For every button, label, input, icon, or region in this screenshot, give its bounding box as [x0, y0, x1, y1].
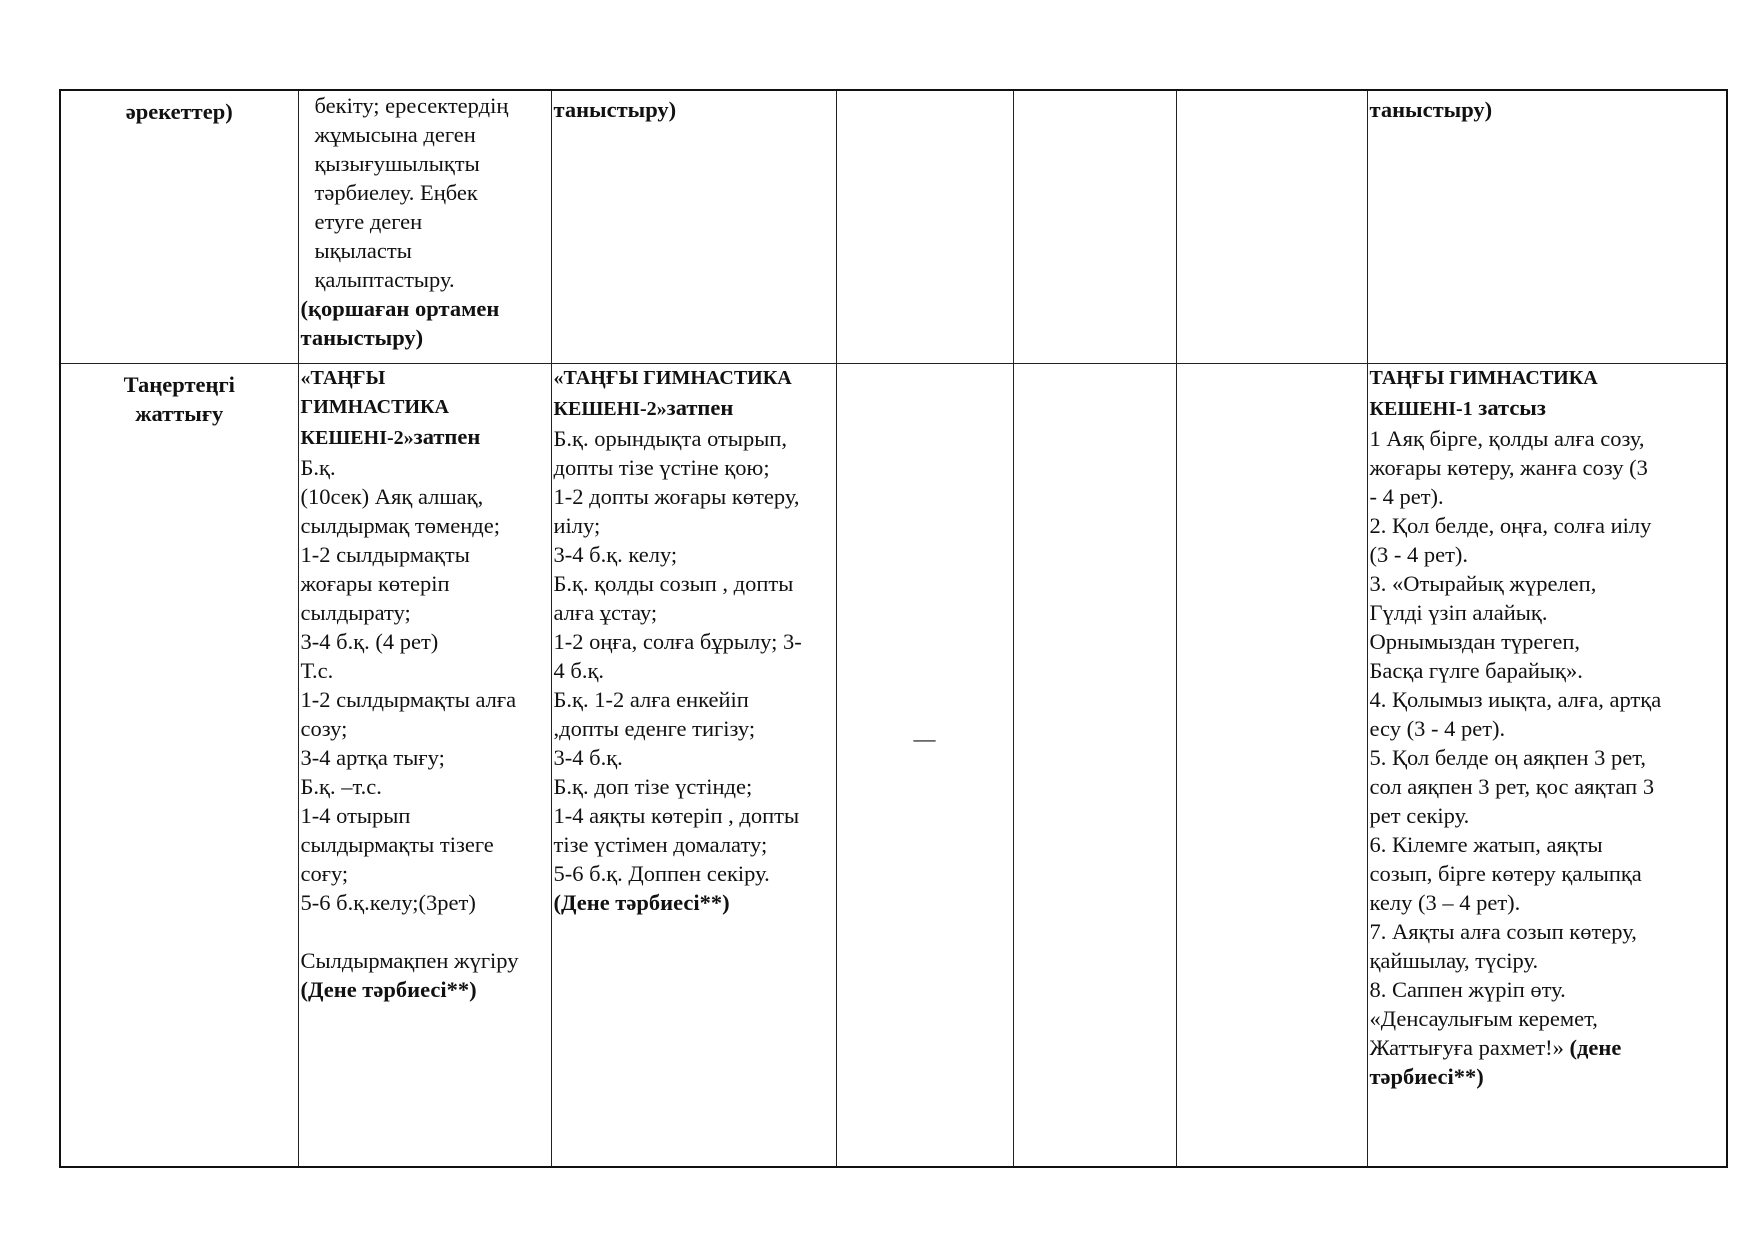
friday-cell — [1176, 90, 1367, 364]
monday-cell — [298, 364, 551, 1168]
thursday-cell — [1013, 364, 1176, 1168]
subject-tag: (Дене тәрбиесі**) — [300, 977, 477, 1002]
extra-day-cell — [1367, 90, 1727, 364]
row-label-line1: Таңертеңгі — [123, 372, 235, 397]
row-label: әрекеттер) — [125, 99, 233, 124]
subject-tag-start: (дене — [1563, 1035, 1622, 1060]
row-label-line2: жаттығу — [135, 401, 224, 426]
exercise-text: Б.қ. орындықта отырып, допты тізе үстіне қою; 1-2 допты жоғары көтеру, иілу; 3-4 б.қ. келу; Б.қ. қолды созып , допты алға ұстау; 1-2 оңға, солға бұрылу; 3- 4 б.қ. Б.қ. 1-2 алға енкейіп ,допты еденге тигізу; 3-4 б.қ. Б.қ. доп тізе үстінде; 1-4 аяқты көтеріп , допты тізе үстімен домалату; 5-6 б.қ. Доппен секіру. — [553, 426, 802, 886]
table-row — [60, 364, 1727, 1168]
exercise-title: «ТАҢҒЫ ГИМНАСТИКА КЕШЕНІ-2»затпен — [300, 367, 481, 449]
tuesday-cell — [551, 90, 836, 364]
empty-dash: — — [913, 726, 936, 751]
exercise-text: Б.қ. (10сек) Аяқ алшақ, сылдырмақ төменде; 1-2 сылдырмақты жоғары көтеріп сылдырату; 3-4 б.қ. (4 рет) Т.с. 1-2 сылдырмақты алға созу; 3-4 артқа тығу; Б.қ. –т.с. 1-4 отырып сылдырмақты тізеге соғу; 5-6 б.қ.келу;(3рет) Сылдырмақпен жүгіру — [300, 455, 519, 973]
subject-tag: таныстыру) — [1369, 97, 1493, 122]
wednesday-cell — [836, 364, 1013, 1168]
subject-tag-end: тәрбиесі**) — [1369, 1064, 1484, 1089]
exercise-title: «ТАҢҒЫ ГИМНАСТИКА КЕШЕНІ-2»затпен — [553, 367, 792, 420]
wednesday-cell — [836, 90, 1013, 364]
table-row — [60, 90, 1727, 364]
cell-text: бекіту; ересектердің жұмысына деген қызығушылықты тәрбиелеу. Еңбек етуге деген ықыласты қалыптастыру. — [314, 93, 509, 292]
extra-day-cell — [1367, 364, 1727, 1168]
row-label-cell — [60, 364, 298, 1168]
row-label-cell — [60, 90, 298, 364]
subject-tag: таныстыру) — [553, 97, 677, 122]
thursday-cell — [1013, 90, 1176, 364]
weekly-plan-table — [59, 89, 1728, 1168]
tuesday-cell — [551, 364, 836, 1168]
friday-cell — [1176, 364, 1367, 1168]
exercise-title: ТАҢҒЫ ГИМНАСТИКА КЕШЕНІ-1 затсыз — [1369, 367, 1598, 420]
exercise-text: 1 Аяқ бірге, қолды алға созу, жоғары көтеру, жанға созу (3 - 4 рет). 2. Қол белде, оңға, солға иілу (3 - 4 рет). 3. «Отырайық жүрелеп, Гүлді үзіп алайық. Орнымыздан түрегеп, Басқа гүлге барайық». 4. Қолымыз иықта, алға, артқа есу (3 - 4 рет). 5. Қол белде оң аяқпен 3 рет, сол аяқпен 3 рет, қос аяқтап 3 рет секіру. 6. Кілемге жатып, аяқты созып, бірге көтеру қалыпқа келу (3 – 4 рет). 7. Аяқты алға созып көтеру, қайшылау, түсіру. 8. Саппен жүріп өту. «Денсаулығым керемет, Жаттығуға рахмет!» (дене — [1369, 426, 1662, 1060]
subject-tag: (қоршаған ортамен таныстыру) — [300, 296, 500, 350]
subject-tag: (Дене тәрбиесі**) — [553, 890, 730, 915]
monday-cell — [298, 90, 551, 364]
